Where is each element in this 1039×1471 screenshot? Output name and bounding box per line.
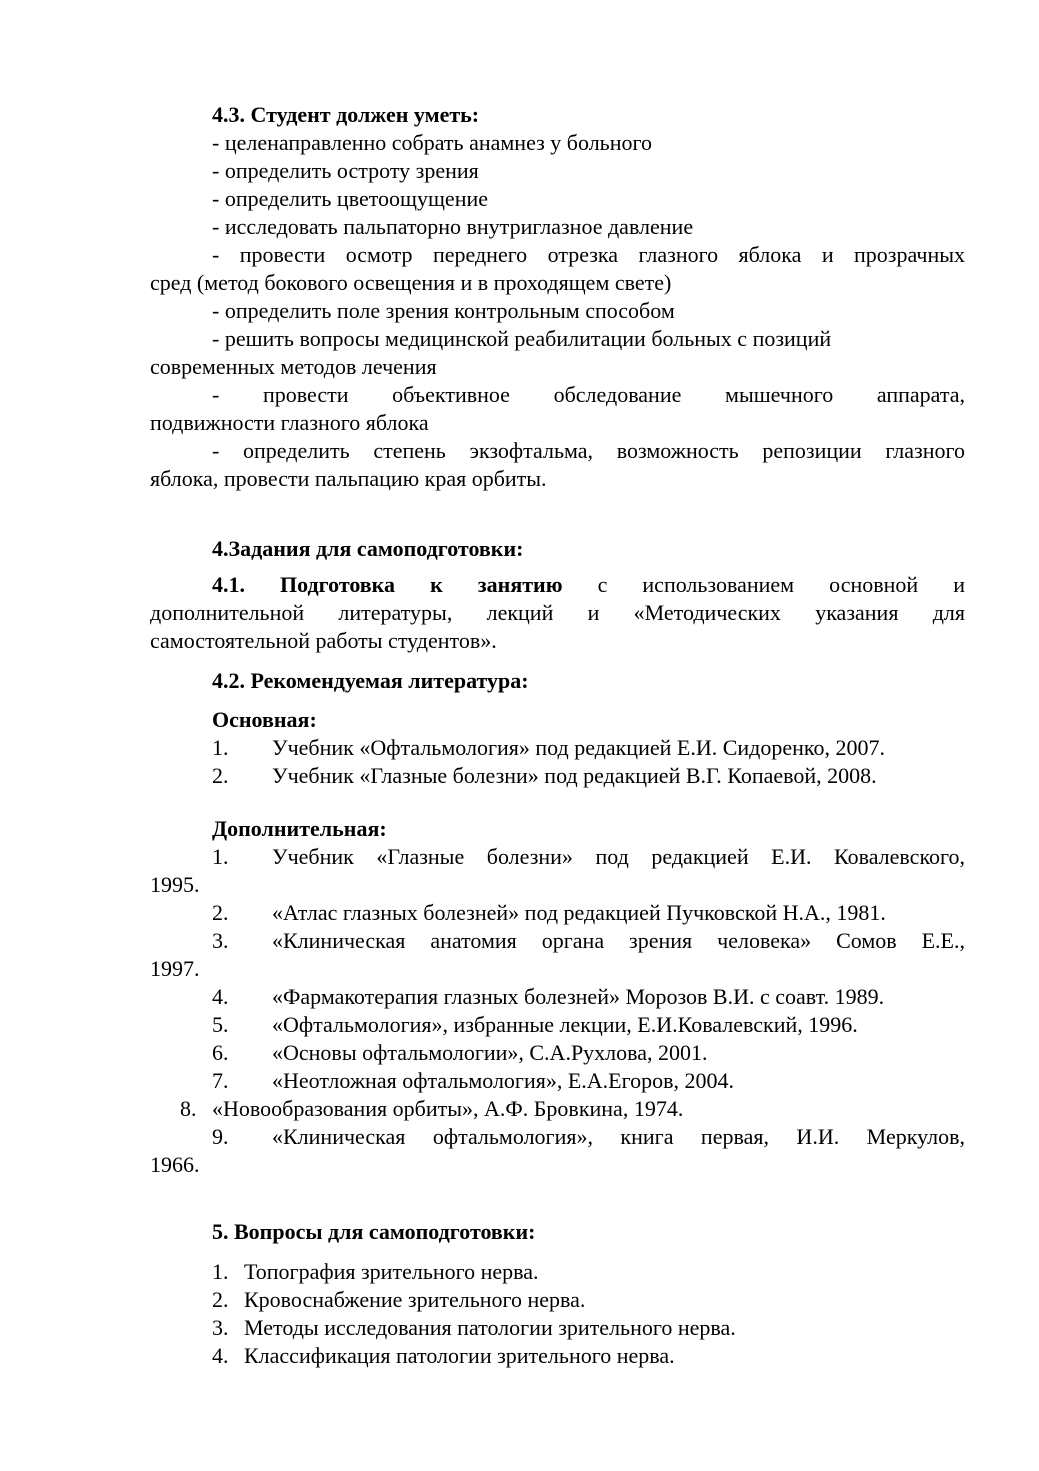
extra-literature-continuation: 1995.: [150, 872, 200, 897]
question-item: Методы исследования патологии зрительного нерва.: [244, 1315, 736, 1340]
extra-literature-number: 1.: [212, 844, 229, 869]
skill-item: - решить вопросы медицинской реабилитации больных с позиций: [212, 326, 832, 351]
paragraph-4-1-lead: 4.1. Подготовка к занятию: [212, 572, 563, 597]
skill-item-continuation: современных методов лечения: [150, 354, 437, 379]
basic-literature-item: Учебник «Офтальмология» под редакцией Е.И. Сидоренко, 2007.: [272, 735, 885, 760]
basic-literature-heading: Основная:: [212, 707, 317, 732]
question-number: 3.: [212, 1315, 229, 1340]
basic-literature-number: 2.: [212, 763, 229, 788]
question-number: 4.: [212, 1343, 229, 1368]
question-item: Классификация патологии зрительного нерва.: [244, 1343, 675, 1368]
question-item: Топография зрительного нерва.: [244, 1259, 539, 1284]
skill-item-continuation: яблока, провести пальпацию края орбиты.: [150, 466, 547, 491]
basic-literature-item: Учебник «Глазные болезни» под редакцией В.Г. Копаевой, 2008.: [272, 763, 877, 788]
question-number: 1.: [212, 1259, 229, 1284]
section-heading-4-3: 4.3. Студент должен уметь:: [212, 102, 480, 127]
paragraph-4-1-text: с использованием основной и: [597, 572, 966, 597]
question-item: Кровоснабжение зрительного нерва.: [244, 1287, 586, 1312]
section-heading-4: 4.Задания для самоподготовки:: [212, 536, 524, 561]
skill-item: - определить степень экзофтальма, возможность репозиции глазного: [212, 438, 965, 463]
section-heading-4-2: 4.2. Рекомендуемая литература:: [212, 668, 529, 693]
skill-item-continuation: подвижности глазного яблока: [150, 410, 429, 435]
extra-literature-item: «Офтальмология», избранные лекции, Е.И.Ковалевский, 1996.: [272, 1012, 858, 1037]
skill-item: - определить цветоощущение: [212, 186, 489, 211]
extra-literature-number: 5.: [212, 1012, 229, 1037]
question-number: 2.: [212, 1287, 229, 1312]
skill-item: - определить остроту зрения: [212, 158, 479, 183]
skill-item: - целенаправленно собрать анамнез у больного: [212, 130, 652, 155]
extra-literature-continuation: 1997.: [150, 956, 200, 981]
extra-literature-continuation: 1966.: [150, 1152, 200, 1177]
paragraph-4-1-line: самостоятельной работы студентов».: [150, 628, 497, 653]
extra-literature-heading: Дополнительная:: [212, 816, 387, 841]
extra-literature-item: «Новообразования орбиты», А.Ф. Бровкина, 1974.: [212, 1096, 684, 1121]
extra-literature-number: 6.: [212, 1040, 229, 1065]
extra-literature-number: 2.: [212, 900, 229, 925]
skill-item-continuation: сред (метод бокового освещения и в проходящем свете): [150, 270, 672, 295]
paragraph-4-1-line: дополнительной литературы, лекций и «Методических указания для: [150, 600, 965, 625]
extra-literature-number: 7.: [212, 1068, 229, 1093]
basic-literature-number: 1.: [212, 735, 229, 760]
skill-item: - определить поле зрения контрольным способом: [212, 298, 675, 323]
paragraph-4-1-line: [212, 571, 965, 599]
skill-item: - провести осмотр переднего отрезка глазного яблока и прозрачных: [212, 242, 965, 267]
skill-item: - исследовать пальпаторно внутриглазное давление: [212, 214, 694, 239]
extra-literature-item: «Клиническая анатомия органа зрения человека» Сомов Е.Е.,: [272, 928, 965, 953]
extra-literature-item: «Атлас глазных болезней» под редакцией Пучковской Н.А., 1981.: [272, 900, 886, 925]
extra-literature-item: «Клиническая офтальмология», книга первая, И.И. Меркулов,: [272, 1124, 965, 1149]
extra-literature-item: Учебник «Глазные болезни» под редакцией Е.И. Ковалевского,: [272, 844, 965, 869]
extra-literature-number: 9.: [212, 1124, 229, 1149]
section-heading-5: 5. Вопросы для самоподготовки:: [212, 1219, 536, 1244]
extra-literature-number: 8.: [180, 1096, 197, 1121]
extra-literature-number: 4.: [212, 984, 229, 1009]
extra-literature-item: «Фармакотерапия глазных болезней» Морозов В.И. с соавт. 1989.: [272, 984, 885, 1009]
skill-item: - провести объективное обследование мышечного аппарата,: [212, 382, 965, 407]
extra-literature-number: 3.: [212, 928, 229, 953]
extra-literature-item: «Основы офтальмологии», С.А.Рухлова, 2001.: [272, 1040, 708, 1065]
extra-literature-item: «Неотложная офтальмология», Е.А.Егоров, 2004.: [272, 1068, 734, 1093]
